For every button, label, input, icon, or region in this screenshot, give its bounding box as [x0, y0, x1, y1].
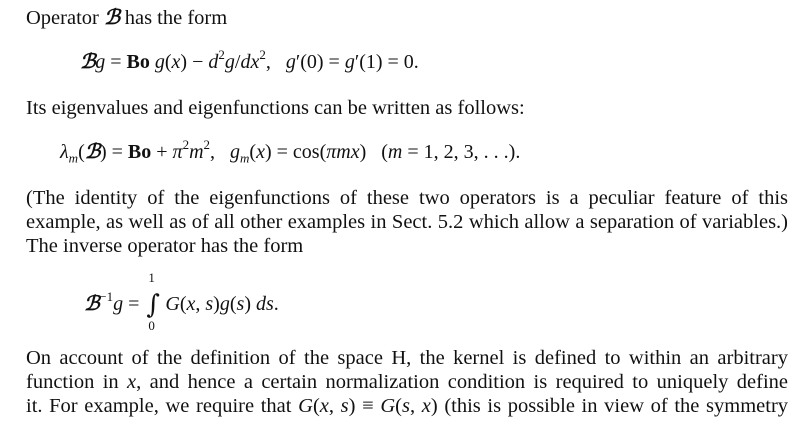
paragraph3-line-1: (The identity of the eigenfunctions of these two operators is a peculiar feature of this — [26, 187, 788, 209]
integral-lower-limit: 0 — [148, 318, 155, 334]
operator-symbol: ℬ — [103, 7, 120, 29]
paragraph3-line-3: The inverse operator has the form — [26, 235, 304, 257]
integral-sign: 1 ∫ 0 — [146, 270, 160, 334]
paragraph4-line-2: function in x, and hence a certain normalization condition is required to uniquely define — [26, 371, 788, 393]
paragraph3-line-2: example, as well as of all other examples in Sect. 5.2 which allow a separation of variables.) — [26, 211, 788, 233]
paragraph-operator-intro: Operator ℬ has the form — [26, 7, 228, 29]
equation-operator-definition: ℬg = Bo $g(x) - d^2g/dx^2$, g′(0) = g′(1) = 0. — [80, 46, 419, 73]
equation-inverse-operator: ℬ$^{-1}$g = 1 ∫ 0 G(x, s)g(s) ds. — [84, 270, 279, 334]
paragraph4-line-1: On account of the definition of the space H, the kernel is defined to within an arbitrary — [26, 347, 788, 369]
paragraph-eigen-intro: Its eigenvalues and eigenfunctions can be written as follows: — [26, 97, 525, 119]
equation-eigenvalues: $\lambda_m(ℬ) = Bo + \pi^2m^2$, $g_m(x) = \cos(\pi mx) (m = 1$, 2, 3, . . .). — [60, 136, 521, 166]
integral-upper-limit: 1 — [148, 270, 155, 286]
paragraph4-line-3: it. For example, we require that G(x, s) ≡ G(s, x) (this is possible in view of the symmetry — [26, 395, 789, 417]
